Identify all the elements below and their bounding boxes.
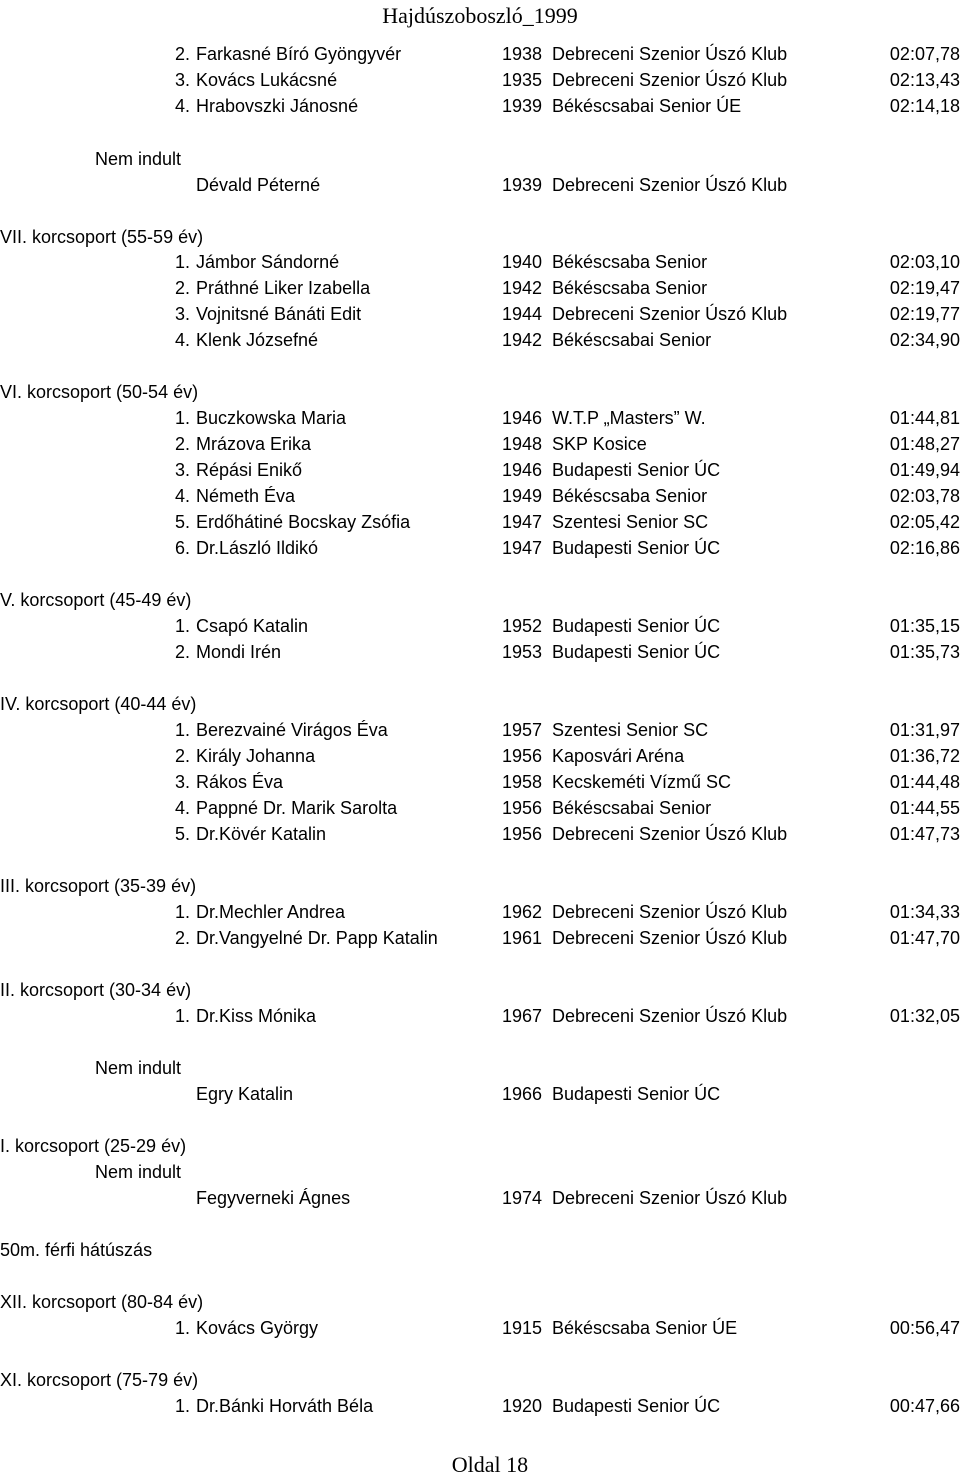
result-name: Dr.Kiss Mónika	[196, 1006, 317, 1026]
result-name: Berezvainé Virágos Éva	[196, 720, 388, 740]
result-place: 5.	[175, 824, 191, 844]
result-year: 1942	[502, 278, 543, 298]
section-heading-text: III. korcsoport (35-39 év)	[0, 876, 197, 896]
result-year: 1957	[502, 720, 543, 740]
result-row	[0, 639, 960, 665]
result-name: Dr.Vangyelné Dr. Papp Katalin	[196, 928, 438, 948]
result-club: SKP Kosice	[552, 434, 647, 454]
result-club: Debreceni Szenior Úszó Klub	[552, 824, 788, 844]
result-row	[0, 172, 960, 198]
result-place: 2.	[175, 928, 191, 948]
result-place: 1.	[175, 1396, 191, 1416]
result-time: 01:44,48	[889, 772, 960, 792]
result-time: 01:47,70	[889, 928, 960, 948]
result-year: 1949	[502, 486, 543, 506]
result-club: Debreceni Szenior Úszó Klub	[552, 928, 788, 948]
section-heading-text: XI. korcsoport (75-79 év)	[0, 1370, 199, 1390]
result-name: Répási Enikő	[196, 460, 303, 480]
result-year: 1956	[502, 824, 543, 844]
section-heading	[0, 873, 960, 899]
result-place: 5.	[175, 512, 191, 532]
result-club: Békéscsaba Senior	[552, 252, 708, 272]
result-place: 1.	[175, 1006, 191, 1026]
result-place: 3.	[175, 460, 191, 480]
result-row	[0, 925, 960, 951]
result-time: 02:19,47	[889, 278, 960, 298]
result-name: Egry Katalin	[196, 1084, 294, 1104]
result-club: Békéscsabai Senior	[552, 330, 712, 350]
result-time: 02:19,77	[889, 304, 960, 324]
result-place: 4.	[175, 96, 191, 116]
result-time: 01:48,27	[889, 434, 960, 454]
section-heading	[0, 977, 960, 1003]
result-place: 2.	[175, 44, 191, 64]
result-row	[0, 327, 960, 353]
result-year: 1956	[502, 746, 543, 766]
result-time: 00:47,66	[889, 1396, 960, 1416]
result-year: 1939	[502, 96, 543, 116]
result-name: Pappné Dr. Marik Sarolta	[196, 798, 398, 818]
result-time: 00:56,47	[889, 1318, 960, 1338]
result-club: Debreceni Szenior Úszó Klub	[552, 175, 788, 195]
result-row	[0, 535, 960, 561]
result-club: Budapesti Senior ÚC	[552, 642, 721, 662]
result-time: 01:35,73	[889, 642, 960, 662]
result-name: Dr.Mechler Andrea	[196, 902, 346, 922]
result-year: 1940	[502, 252, 543, 272]
result-place: 1.	[175, 408, 191, 428]
result-time: 01:32,05	[889, 1006, 960, 1026]
result-row	[0, 1315, 960, 1341]
result-time: 01:47,73	[889, 824, 960, 844]
result-place: 4.	[175, 486, 191, 506]
did-not-start-text: Nem indult	[95, 1162, 182, 1182]
result-row	[0, 275, 960, 301]
result-name: Mondi Irén	[196, 642, 282, 662]
result-row	[0, 743, 960, 769]
result-club: Budapesti Senior ÚC	[552, 1396, 721, 1416]
result-time: 02:03,78	[889, 486, 960, 506]
result-time: 01:44,55	[889, 798, 960, 818]
section-heading-text: XII. korcsoport (80-84 év)	[0, 1292, 204, 1312]
did-not-start-label	[0, 1055, 960, 1081]
result-year: 1958	[502, 772, 543, 792]
result-year: 1938	[502, 44, 543, 64]
result-name: Erdőhátiné Bocskay Zsófia	[196, 512, 411, 532]
result-time: 02:14,18	[889, 96, 960, 116]
result-time: 01:49,94	[889, 460, 960, 480]
section-heading-text: II. korcsoport (30-34 év)	[0, 980, 192, 1000]
result-club: Szentesi Senior SC	[552, 720, 709, 740]
result-row	[0, 483, 960, 509]
result-year: 1946	[502, 460, 543, 480]
result-row	[0, 93, 960, 119]
result-year: 1915	[502, 1318, 543, 1338]
result-name: Németh Éva	[196, 486, 296, 506]
result-name: Farkasné Bíró Gyöngyvér	[196, 44, 402, 64]
result-club: Debreceni Szenior Úszó Klub	[552, 70, 788, 90]
result-row	[0, 795, 960, 821]
result-row	[0, 899, 960, 925]
result-row	[0, 1003, 960, 1029]
result-place: 2.	[175, 434, 191, 454]
result-name: Dr.Kövér Katalin	[196, 824, 327, 844]
result-club: Debreceni Szenior Úszó Klub	[552, 902, 788, 922]
result-club: Békéscsaba Senior ÚE	[552, 1318, 738, 1338]
did-not-start-label	[0, 146, 960, 172]
result-name: Rákos Éva	[196, 772, 284, 792]
did-not-start-text: Nem indult	[95, 149, 182, 169]
section-heading	[0, 224, 960, 250]
result-name: Vojnitsné Bánáti Edit	[196, 304, 362, 324]
result-year: 1942	[502, 330, 543, 350]
result-club: Debreceni Szenior Úszó Klub	[552, 304, 788, 324]
result-place: 1.	[175, 252, 191, 272]
result-club: Kecskeméti Vízmű SC	[552, 772, 732, 792]
result-time: 01:34,33	[889, 902, 960, 922]
result-row	[0, 717, 960, 743]
result-name: Kovács György	[196, 1318, 319, 1338]
result-club: Kaposvári Aréna	[552, 746, 685, 766]
result-name: Buczkowska Maria	[196, 408, 347, 428]
result-time: 02:07,78	[889, 44, 960, 64]
did-not-start-label	[0, 1159, 960, 1185]
result-place: 2.	[175, 642, 191, 662]
result-time: 02:13,43	[889, 70, 960, 90]
result-name: Dr.László Ildikó	[196, 538, 319, 558]
result-club: Budapesti Senior ÚC	[552, 616, 721, 636]
result-row	[0, 821, 960, 847]
result-row	[0, 1185, 960, 1211]
result-club: Budapesti Senior ÚC	[552, 460, 721, 480]
result-place: 1.	[175, 720, 191, 740]
result-place: 4.	[175, 330, 191, 350]
result-club: Budapesti Senior ÚC	[552, 1084, 721, 1104]
result-row	[0, 457, 960, 483]
result-year: 1953	[502, 642, 543, 662]
result-time: 02:05,42	[889, 512, 960, 532]
result-time: 01:36,72	[889, 746, 960, 766]
result-place: 1.	[175, 902, 191, 922]
result-time: 02:03,10	[889, 252, 960, 272]
result-place: 3.	[175, 772, 191, 792]
result-place: 1.	[175, 1318, 191, 1338]
result-place: 1.	[175, 616, 191, 636]
result-year: 1952	[502, 616, 543, 636]
result-row	[0, 405, 960, 431]
result-year: 1974	[502, 1188, 543, 1208]
result-row	[0, 301, 960, 327]
section-heading	[0, 1237, 960, 1263]
result-year: 1920	[502, 1396, 543, 1416]
result-row	[0, 1081, 960, 1107]
result-year: 1939	[502, 175, 543, 195]
did-not-start-text: Nem indult	[95, 1058, 182, 1078]
page-header-title: Hajdúszoboszló_1999	[382, 3, 578, 28]
result-year: 1947	[502, 538, 543, 558]
result-club: Békéscsaba Senior	[552, 278, 708, 298]
section-heading	[0, 1367, 960, 1393]
result-row	[0, 41, 960, 67]
result-name: Dr.Bánki Horváth Béla	[196, 1396, 374, 1416]
result-year: 1946	[502, 408, 543, 428]
result-row	[0, 509, 960, 535]
result-club: Szentesi Senior SC	[552, 512, 709, 532]
result-time: 02:16,86	[889, 538, 960, 558]
result-club: Debreceni Szenior Úszó Klub	[552, 1006, 788, 1026]
result-name: Jámbor Sándorné	[196, 252, 340, 272]
result-row	[0, 1393, 960, 1419]
result-place: 2.	[175, 278, 191, 298]
result-club: Budapesti Senior ÚC	[552, 538, 721, 558]
section-heading	[0, 691, 960, 717]
result-year: 1966	[502, 1084, 543, 1104]
result-row	[0, 431, 960, 457]
result-row	[0, 613, 960, 639]
result-time: 01:44,81	[889, 408, 960, 428]
result-year: 1948	[502, 434, 543, 454]
result-place: 6.	[175, 538, 191, 558]
result-year: 1961	[502, 928, 543, 948]
result-place: 2.	[175, 746, 191, 766]
result-year: 1962	[502, 902, 543, 922]
result-year: 1944	[502, 304, 543, 324]
result-row	[0, 67, 960, 93]
result-time: 01:35,15	[889, 616, 960, 636]
result-name: Dévald Péterné	[196, 175, 321, 195]
result-name: Király Johanna	[196, 746, 316, 766]
result-row	[0, 769, 960, 795]
result-year: 1967	[502, 1006, 543, 1026]
result-name: Fegyverneki Ágnes	[196, 1188, 351, 1208]
section-heading-text: 50m. férfi hátúszás	[0, 1240, 153, 1260]
section-heading-text: I. korcsoport (25-29 év)	[0, 1136, 187, 1156]
result-name: Hrabovszki Jánosné	[196, 96, 359, 116]
result-year: 1956	[502, 798, 543, 818]
result-name: Klenk Józsefné	[196, 330, 319, 350]
result-club: Debreceni Szenior Úszó Klub	[552, 1188, 788, 1208]
section-heading-text: VI. korcsoport (50-54 év)	[0, 382, 199, 402]
result-year: 1935	[502, 70, 543, 90]
result-name: Kovács Lukácsné	[196, 70, 338, 90]
result-time: 02:34,90	[889, 330, 960, 350]
result-year: 1947	[502, 512, 543, 532]
result-club: Debreceni Szenior Úszó Klub	[552, 44, 788, 64]
result-club: Békéscsaba Senior	[552, 486, 708, 506]
section-heading	[0, 1133, 960, 1159]
section-heading	[0, 587, 960, 613]
page-number: Oldal 18	[451, 1452, 529, 1477]
result-time: 01:31,97	[889, 720, 960, 740]
result-name: Mrázova Erika	[196, 434, 312, 454]
result-name: Práthné Liker Izabella	[196, 278, 371, 298]
result-place: 4.	[175, 798, 191, 818]
result-place: 3.	[175, 304, 191, 324]
section-heading-text: VII. korcsoport (55-59 év)	[0, 227, 204, 247]
section-heading	[0, 379, 960, 405]
result-place: 3.	[175, 70, 191, 90]
result-club: Békéscsabai Senior	[552, 798, 712, 818]
result-row	[0, 249, 960, 275]
section-heading-text: IV. korcsoport (40-44 év)	[0, 694, 197, 714]
result-club: W.T.P „Masters” W.	[552, 408, 706, 428]
section-heading-text: V. korcsoport (45-49 év)	[0, 590, 192, 610]
result-club: Békéscsabai Senior ÚE	[552, 96, 742, 116]
section-heading	[0, 1289, 960, 1315]
result-name: Csapó Katalin	[196, 616, 309, 636]
